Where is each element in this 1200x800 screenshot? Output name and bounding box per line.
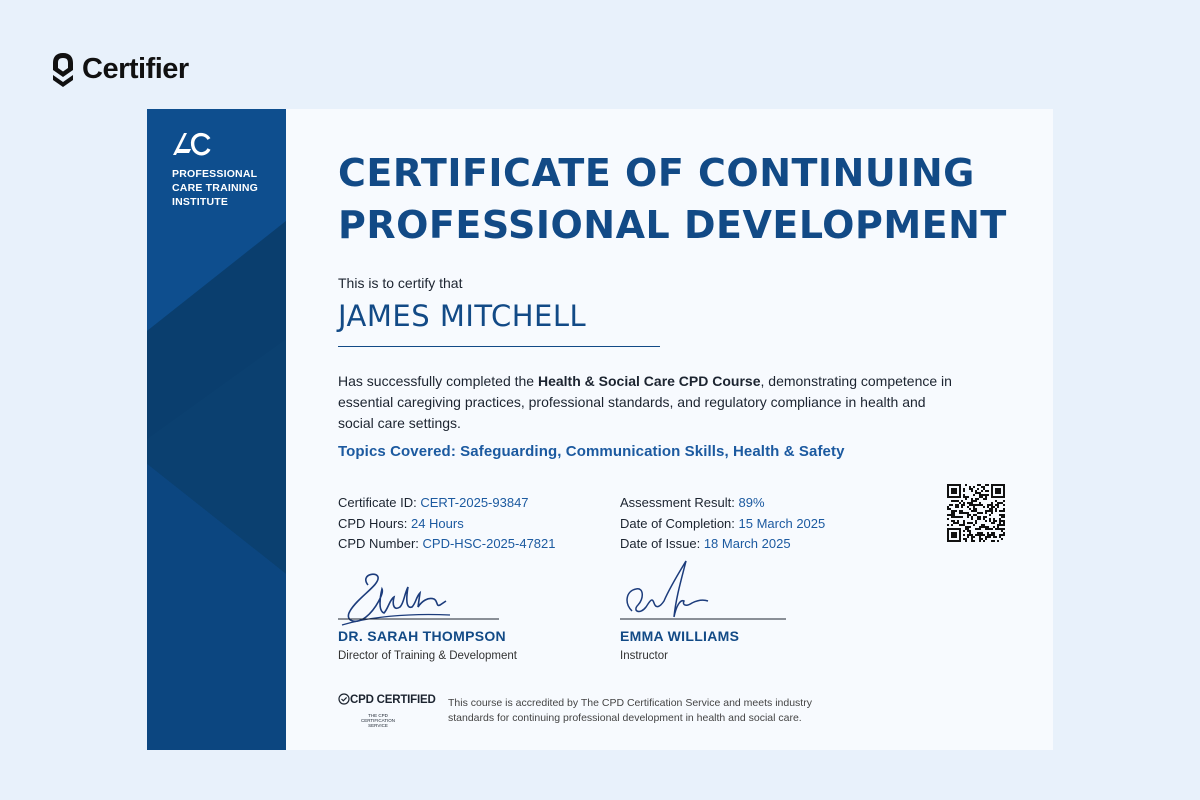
signatory-1-role: Director of Training & Development (338, 650, 517, 662)
cpd-certified-badge: CPD CERTIFIED (350, 694, 436, 706)
certificate-title: CERTIFICATE OF CONTINUING PROFESSIONAL DEVELOPMENT (338, 151, 1007, 247)
signatory-2-role: Instructor (620, 650, 668, 662)
completion-label: Date of Completion: (620, 515, 739, 531)
accreditation-note: This course is accredited by The CPD Certification Service and meets industry standards for continuing professional development in health and social care. (448, 697, 812, 724)
institute-name: PROFESSIONAL CARE TRAINING INSTITUTE (172, 168, 259, 208)
desc-before: Has successfully completed the (338, 373, 538, 389)
assessment-row (620, 493, 825, 514)
qr-code-icon[interactable] (947, 484, 1005, 542)
cert-id-label: Certificate ID: (338, 495, 421, 510)
certificate (147, 109, 1195, 750)
hours-value: 24 Hours (410, 515, 464, 531)
cpd-number-row (338, 534, 555, 555)
cpd-service-text: THE CPD CERTIFICATION SERVICE (360, 713, 396, 728)
number-label: CPD Number: (338, 536, 423, 551)
certificate-id-row (338, 493, 555, 514)
course-name: Health & Social Care CPD Course (537, 373, 761, 389)
desc-after: , demonstrating competence in essential caregiving practices, professional standards, and regulatory compliance in health and social care settings. (338, 373, 952, 431)
issue-value: 18 March 2025 (703, 536, 791, 551)
check-circle-icon (338, 693, 350, 705)
sidebar-panel (147, 109, 286, 750)
details-left (338, 493, 555, 555)
ac-logo-icon (171, 131, 211, 157)
cert-id-value: CERT-2025-93847 (420, 495, 529, 510)
signatory-2-name: EMMA WILLIAMS (620, 628, 740, 644)
brand-name: Certifier (82, 52, 189, 85)
result-label: Assessment Result: (620, 495, 739, 510)
issue-row (620, 534, 825, 555)
certifier-logo-icon (50, 50, 76, 88)
issue-label: Date of Issue: (620, 536, 704, 551)
completion-value: 15 March 2025 (738, 515, 826, 531)
certify-lead: This is to certify that (338, 275, 463, 291)
result-value: 89% (738, 495, 765, 510)
signature-williams (620, 557, 790, 629)
signature-thompson (338, 567, 508, 629)
completion-row (620, 514, 825, 535)
number-value: CPD-HSC-2025-47821 (422, 536, 556, 551)
signatory-1-name: DR. SARAH THOMPSON (338, 628, 506, 644)
recipient-name: JAMES MITCHELL (338, 299, 587, 333)
cpd-hours-row (338, 514, 555, 535)
certificate-body: CERTIFICATE OF CONTINUING PROFESSIONAL DEVELOPMENT This is to certify that JAMES MITCHELL Has successfully completed the Health & Social Care CPD Course, demonstrating competence in essential caregiving practices, professional standards, and regulatory compliance in health and social care settings. Topics Covered: Safeguarding, Communication Skills, Health & Safety Certificate ID: CERT-2025-93847 CPD Hours: 24 Hours CPD Number: CPD-HSC-2025-47821 Assessment Result: 89% Date of Completion: 15 March 2025 Date of Issue: 18 March 2025 DR. SARAH THOMPSON Director of Training & Development EMMA WILLIAMS Instructor CPD CERTIFIED THE CPD CERTIFICATION SERVICE This course is accredited by The CPD Certification Service and meets industry standards for continuing professional development in health and social care. ★ ★ ★ CPD Premium Quality (338, 109, 1038, 750)
name-underline (338, 346, 660, 347)
topics-covered: Topics Covered: Safeguarding, Communication Skills, Health & Safety (338, 443, 845, 460)
certifier-brand (50, 50, 189, 88)
completion-description (338, 371, 958, 434)
hours-label: CPD Hours: (338, 515, 411, 531)
details-right (620, 493, 825, 555)
